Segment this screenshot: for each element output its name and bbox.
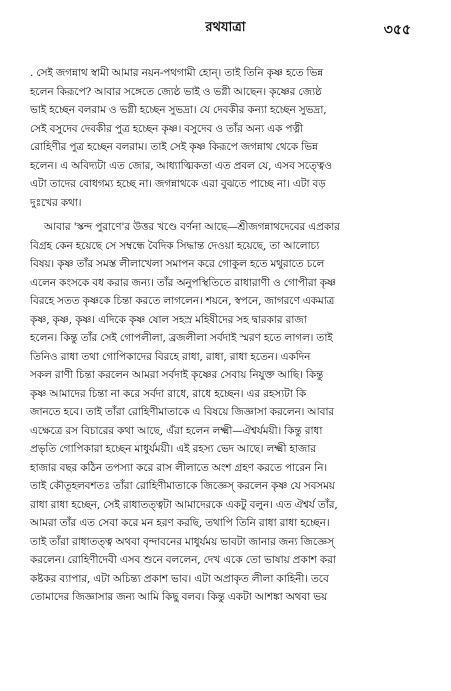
text-line: রাধা রাধা হচ্ছেন, সেই রাধাতত্ত্বটা আমাদেরকে একটু বলুন। এত ঐশ্বর্য তাঁর, (30, 498, 338, 511)
text-line: তিনিও রাধা তথা গোপিকাদের বিরহে রাধা, রাধা, রাধা হতেন। একদিন (30, 350, 311, 363)
text-line: তাই তাঁরা রাধাতত্ত্ব অথবা বৃন্দাবনের মাধুর্যময় ভাবটা জানার জন্য জিজ্ঞেস্ (30, 535, 334, 548)
text-line: দুঃখের কথা। (30, 196, 82, 209)
text-line: বিরহে সতত কৃষ্ণকে চিন্তা করতে লাগলেন। শয়নে, স্বপনে, জাগরণে একমাত্র (30, 295, 335, 307)
text-line: হলেন। কিন্তু তাঁর সেই গোপলীলা, ব্রজলীলা সর্বদাই স্মরণ হতে লাগল। তাই (30, 332, 333, 344)
text-line: রোহিণীর পুত্র হচ্ছেন বলরাম। তাই সেই কৃষ্ণ কিরূপে জগন্নাথ থেকে ভিন্ন (30, 141, 318, 153)
running-header (0, 18, 451, 40)
text-line: আবার 'স্কন্দ পুরাণে'র উত্তর খণ্ডে বর্ণনা আছে—শ্রীজগন্নাথদেবের এপ্রকার (44, 221, 340, 233)
text-line: কৃষ্ণ, কৃষ্ণ, কৃষ্ণ। এদিকে কৃষ্ণ ষোল সহস্র মহিষীদের সহ দ্বারকার রাজা (30, 313, 307, 326)
text-line: সকল রাণী চিন্তা করলেন আমরা সর্বদাই কৃষ্ণের সেবায় নিযুক্ত আছি। কিন্তু (30, 369, 324, 381)
text-line: প্রভৃতি গোপিকারা হচ্ছেন মাধুর্যময়ী। এই রহস্য ভেদ আছে। লক্ষ্মী হাজার (30, 443, 316, 455)
text-line: হলেন। এ অবিদ্যটা এত জোর, আধ্যাত্মিকতা এত প্রবল যে, এসব সত্ত্বেও (30, 159, 332, 172)
page-number: ৩৫৫ (383, 22, 411, 38)
text-line: বিষয়। কৃষ্ণ তাঁর সমস্ত লীলাখেলা সমাপন করে গোকুল হতে মথুরাতে চলে (30, 258, 325, 270)
text-line: তোমাদের জিজ্ঞাসার জন্য আমি কিছু বলব। কিন্তু একটা আশঙ্কা অথবা ভয় (30, 591, 328, 603)
text-line: এটা তাদের বোধগম্য হচ্ছে না। জগন্নাথকে এরা বুঝতে পাচ্ছে না। এটা বড় (30, 178, 326, 190)
text-line: সেই বসুদেব দেবকীর পুত্র হচ্ছেন কৃষ্ণ। বসুদেব ও তাঁর অন্য এক পত্নী (30, 122, 303, 135)
text-line: তাই কৌতূহলবশতঃ তাঁরা রোহিণীমাতাকে জিজ্ঞেস্ করলেন কৃষ্ণ যে সবসময় (30, 480, 335, 492)
paragraph-2 (30, 218, 426, 607)
text-line: করলেন। রোহিণীদেবী এসব শুনে বললেন, দেখ একে তো ভাষায় প্রকাশ করা (30, 554, 336, 566)
page-body (30, 64, 426, 607)
text-line: আমরা তাঁর এত সেবা করে মন হরণ করছি, তথাপি তিনি রাধা রাধা হচ্ছেন। (30, 517, 330, 529)
text-line: ভাই হচ্ছেন বলরাম ও ভগ্নী হচ্ছেন সুভদ্রা। যে দেবকীর কন্যা হচ্ছেন সুভদ্রা, (30, 104, 327, 116)
text-line: জানতে হবে। তাই তাঁরা রোহিণীমাতাকে এ বিষয়ে জিজ্ঞাসা করলেন। আবার (30, 406, 334, 418)
text-line: হাজার বছর কঠিন তপস্যা করে রাস লীলাতে অংশ গ্রহণ করতে পারেন নি। (30, 461, 327, 474)
text-line: এলেন কংসকে বধ করার জন্য। তাঁর অনুপস্থিতিতে রাধারাণী ও গোপীরা কৃষ্ণ (30, 276, 336, 289)
text-line: কৃষ্ণ আমাদের চিন্তা না করে সর্বদা রাধে, রাধে হচ্ছেন। এর রহস্যটা কি (30, 387, 307, 400)
text-line: এক্ষেত্রে রস বিচারের কথা আছে, এঁরা হলেন লক্ষ্মী—ঐশ্বর্যময়ী। কিন্তু রাধা (30, 424, 323, 437)
chapter-title: রথযাত্রা (205, 20, 246, 35)
text-line: কষ্টকর ব্যাপার, এটা অচিন্ত্য প্রকাশ ভাব। এটা অপ্রাকৃত লীলা কাহিনী। তবে (30, 572, 329, 585)
paragraph-1 (30, 64, 426, 212)
text-line: . সেই জগন্নাথ স্বামী আমার নয়ন-পথগামী হোন্। তাই তিনি কৃষ্ণ হতে ভিন্ন (30, 67, 324, 79)
text-line: বিগ্রহ কেন হয়েছে সে সম্বন্ধে বৈদিক সিদ্ধান্ত দেওয়া হয়েছে, তা আলোচ্য (30, 239, 320, 252)
text-line: হলেন কিরূপে? আবার সঙ্গেতে জ্যেষ্ঠ ভাই ও ভগ্নী আছেন। কৃষ্ণের জ্যেষ্ঠ (30, 85, 322, 98)
